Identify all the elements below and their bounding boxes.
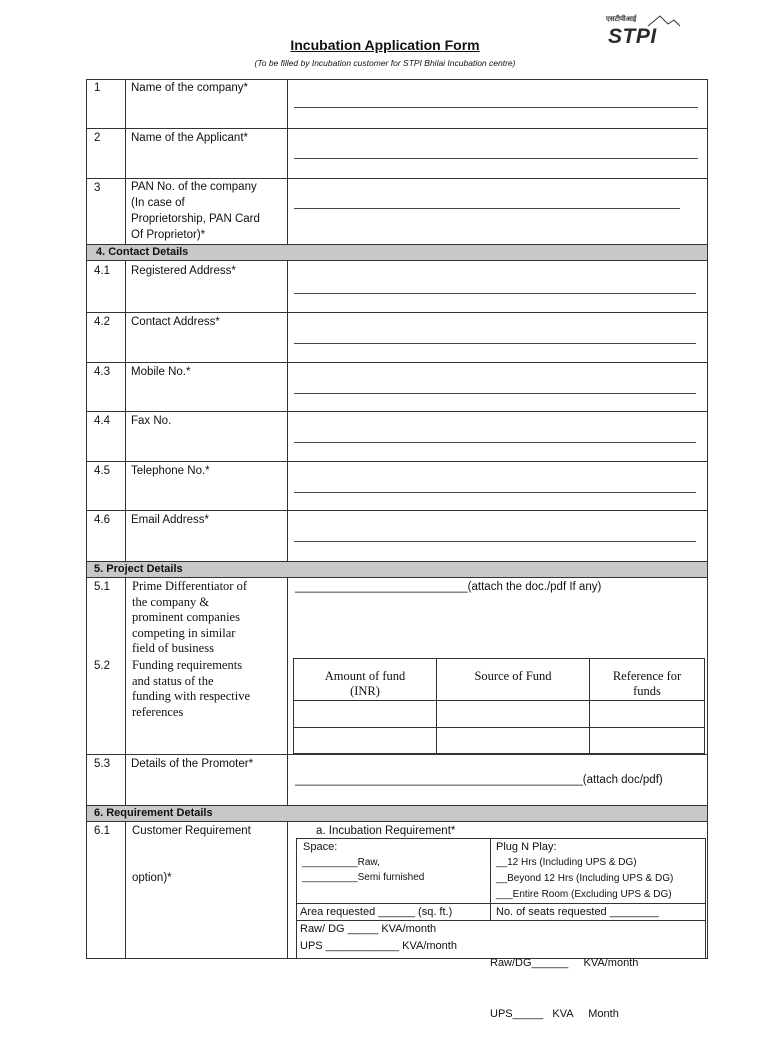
- fund-reference-header: [590, 669, 704, 699]
- fund-amount-header: [294, 669, 436, 699]
- fund-source-cell[interactable]: [437, 728, 589, 753]
- fund-amount-cell[interactable]: [294, 701, 436, 727]
- plug-n-play-title: Plug N Play:: [496, 841, 557, 853]
- mobile-label: Mobile No.*: [131, 366, 191, 378]
- col-divider: [287, 79, 288, 244]
- mobile-field[interactable]: [294, 393, 696, 394]
- row-border: [86, 754, 708, 755]
- col-divider: [287, 822, 288, 958]
- fund-reference-cell[interactable]: [590, 701, 704, 727]
- row-border: [86, 561, 708, 562]
- table-left-border: [86, 79, 87, 959]
- label-line: the company &: [132, 594, 210, 609]
- page-title: Incubation Application Form: [290, 37, 480, 53]
- header-line: (INR): [350, 684, 380, 698]
- header-line: Reference for: [612, 669, 682, 683]
- row-border: [86, 821, 708, 822]
- header-line: funds: [633, 684, 661, 698]
- space-title: Space:: [303, 841, 338, 853]
- row-number: 4.3: [94, 366, 110, 378]
- raw-dg-kva-field-right[interactable]: Raw/DG______ KVA/month: [490, 957, 639, 969]
- row-border: [86, 312, 708, 313]
- customer-requirement-label: Customer Requirement: [132, 825, 251, 837]
- prime-differentiator-field[interactable]: ___________________________(attach the doc./pdf If any): [295, 581, 602, 593]
- incubation-requirement-heading: a. Incubation Requirement*: [316, 825, 456, 837]
- row-border: [86, 577, 708, 578]
- req-table-border: [296, 903, 706, 904]
- pan-field[interactable]: [294, 208, 680, 209]
- logo-text: STPI: [608, 25, 657, 48]
- plug-option-12hrs[interactable]: __12 Hrs (Including UPS & DG): [496, 857, 637, 868]
- project-details-heading: 5. Project Details: [94, 563, 183, 575]
- row-number: 5.3: [94, 758, 110, 770]
- space-option-raw[interactable]: __________Raw,: [302, 857, 380, 868]
- req-table-border: [705, 838, 706, 958]
- space-option-semi-furnished[interactable]: __________Semi furnished: [302, 872, 425, 883]
- fund-amount-cell[interactable]: [294, 728, 436, 753]
- row-number: 1: [94, 82, 101, 94]
- right-power-fields[interactable]: [490, 921, 638, 1040]
- row-number: 4.1: [94, 265, 110, 277]
- row-number: 4.2: [94, 316, 110, 328]
- fax-label: Fax No.: [131, 415, 172, 427]
- logo-hindi-text: एसटीपीआई: [606, 16, 637, 23]
- row-number: 3: [94, 182, 101, 194]
- row-number: 4.5: [94, 465, 110, 477]
- ups-kva-field-right[interactable]: UPS_____ KVA Month: [490, 1008, 619, 1020]
- row-border: [86, 510, 708, 511]
- row-border: [86, 805, 708, 806]
- promoter-details-label-text: Details of the Promoter*: [131, 758, 254, 770]
- company-name-label: Name of the company*: [131, 82, 248, 94]
- row-number: 6.1: [94, 825, 110, 837]
- applicant-name-field[interactable]: [294, 158, 698, 159]
- label-line: funding with respective: [132, 689, 251, 704]
- row-number: 4.4: [94, 415, 110, 427]
- fax-field[interactable]: [294, 442, 696, 443]
- row-border: [86, 128, 708, 129]
- pan-label-line: Proprietorship, PAN Card: [131, 213, 260, 225]
- col-divider: [125, 822, 126, 958]
- label-line: and status of the: [132, 673, 214, 688]
- plug-option-beyond-12hrs[interactable]: __Beyond 12 Hrs (Including UPS & DG): [496, 873, 674, 884]
- table-right-border: [707, 79, 708, 959]
- contact-address-label: Contact Address*: [131, 316, 220, 328]
- area-requested-field[interactable]: Area requested ______ (sq. ft.): [300, 906, 453, 918]
- row-number: 5.1: [94, 581, 110, 593]
- col-divider: [287, 578, 288, 805]
- row-number: 2: [94, 132, 101, 144]
- raw-dg-kva-field[interactable]: Raw/ DG _____ KVA/month: [300, 923, 437, 935]
- email-label: Email Address*: [131, 514, 209, 526]
- pan-label-line: Of Proprietor)*: [131, 229, 206, 241]
- email-field[interactable]: [294, 541, 696, 542]
- label-line: prominent companies: [132, 610, 240, 625]
- row-border: [86, 461, 708, 462]
- pan-label-line: PAN No. of the company: [131, 181, 257, 193]
- fund-source-cell[interactable]: [437, 701, 589, 727]
- row-border: [86, 362, 708, 363]
- fund-table-border: [293, 753, 705, 754]
- registered-address-label: Registered Address*: [131, 265, 236, 277]
- telephone-field[interactable]: [294, 492, 696, 493]
- req-table-border: [490, 838, 491, 921]
- fund-reference-cell[interactable]: [590, 728, 704, 753]
- promoter-details-field[interactable]: _____________________________________________(attach doc/pdf): [295, 774, 663, 786]
- customer-requirement-label-cont: option)*: [132, 872, 172, 884]
- company-name-field[interactable]: [294, 107, 698, 108]
- col-divider: [125, 578, 126, 805]
- prime-differentiator-label: [132, 579, 247, 657]
- req-table-border: [296, 838, 297, 958]
- fund-source-header: [437, 669, 589, 684]
- label-line: field of business: [132, 641, 214, 656]
- row-border: [86, 244, 708, 245]
- funding-requirements-label: [132, 658, 250, 720]
- contact-details-heading: 4. Contact Details: [96, 246, 189, 258]
- label-line: Prime Differentiator of: [132, 579, 248, 593]
- row-border: [86, 260, 708, 261]
- row-number: 5.2: [94, 660, 110, 672]
- pan-label-line: (In case of: [131, 197, 185, 209]
- left-power-fields[interactable]: [300, 921, 457, 955]
- pan-label: [131, 179, 260, 243]
- ups-kva-field[interactable]: UPS ____________ KVA/month: [300, 940, 457, 952]
- req-table-border: [296, 838, 706, 839]
- fund-table-border: [704, 658, 705, 754]
- row-number: 4.6: [94, 514, 110, 526]
- label-line: competing in similar: [132, 625, 236, 640]
- header-line: Amount of fund: [324, 669, 406, 683]
- registered-address-field[interactable]: [294, 293, 696, 294]
- label-line: Funding requirements: [132, 658, 243, 672]
- label-line: references: [132, 704, 184, 719]
- applicant-name-label: Name of the Applicant*: [131, 132, 248, 144]
- plug-option-entire-room[interactable]: ___Entire Room (Excluding UPS & DG): [496, 889, 672, 900]
- contact-address-field[interactable]: [294, 343, 696, 344]
- col-divider: [125, 79, 126, 244]
- row-border: [86, 411, 708, 412]
- telephone-label: Telephone No.*: [131, 465, 210, 477]
- seats-requested-field[interactable]: No. of seats requested ________: [496, 906, 659, 918]
- page-subtitle: (To be filled by Incubation customer for STPI Bhilai Incubation centre): [254, 58, 516, 68]
- requirement-details-heading: 6. Requirement Details: [94, 807, 213, 819]
- header-line: Source of Fund: [474, 669, 552, 683]
- fund-table-border: [293, 658, 705, 659]
